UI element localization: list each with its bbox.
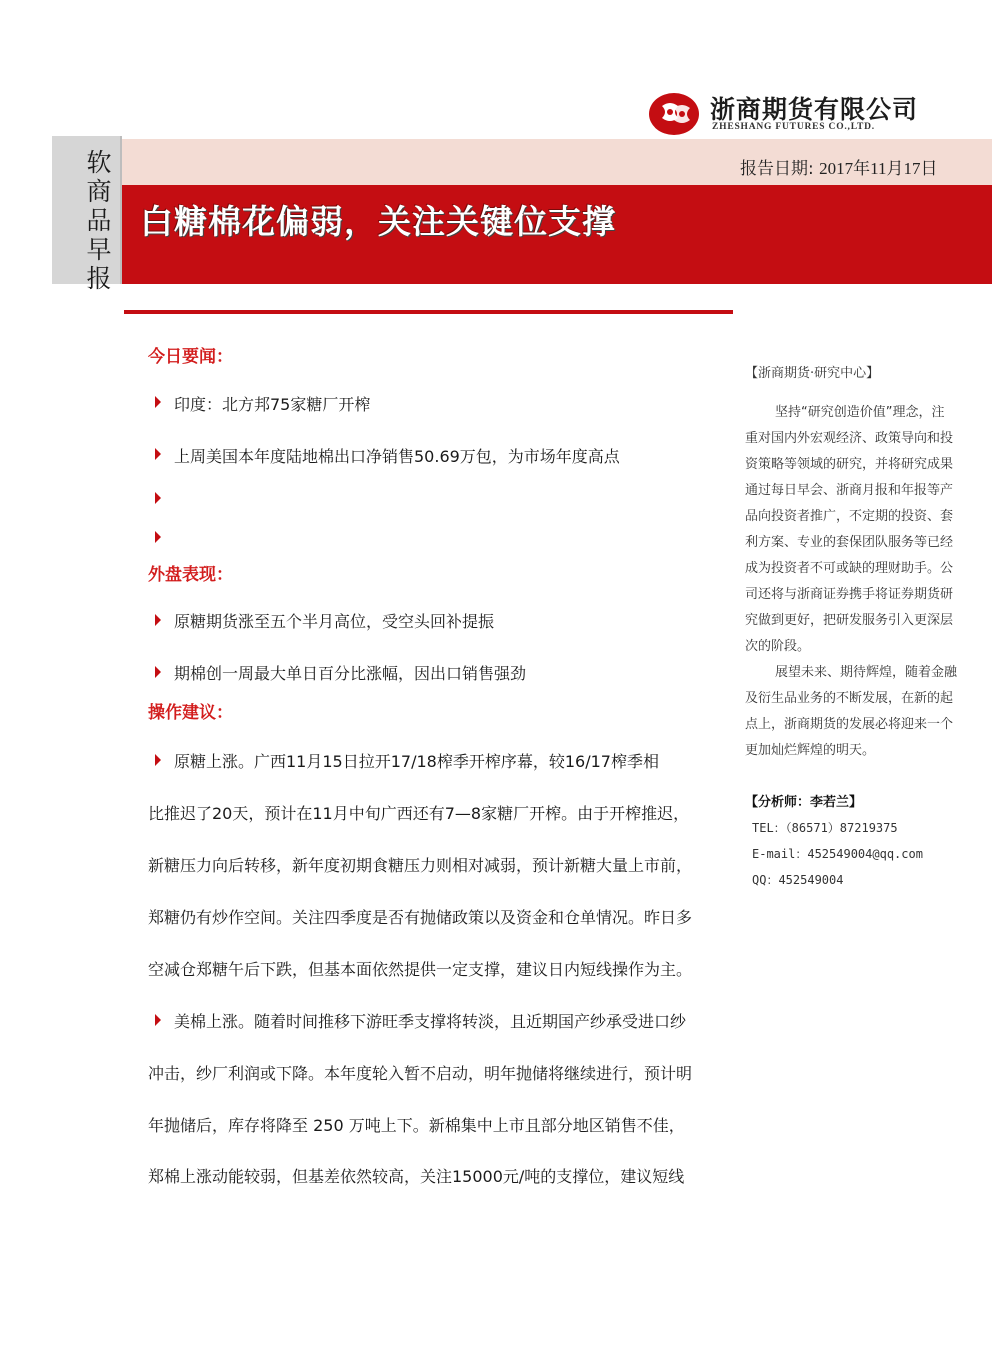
section-title-today-news: 今日要闻： bbox=[148, 347, 233, 367]
sidebar-intro-line: 重对国内外宏观经济、政策导向和投 bbox=[745, 431, 954, 446]
sidebar-analyst-title: 【分析师：李若兰】 bbox=[745, 795, 863, 810]
bullet-icon bbox=[155, 448, 161, 460]
news-item: 上周美国本年度陆地棉出口净销售50.69万包，为市场年度高点 bbox=[174, 447, 620, 466]
sidebar-intro-line: 次的阶段。 bbox=[745, 639, 811, 654]
report-date-label: 报告日期: bbox=[740, 159, 814, 179]
report-headline: 白糖棉花偏弱，关注关键位支撑 bbox=[140, 202, 616, 241]
sidebar-intro-line: 坚持“研究创造价值”理念，注 bbox=[775, 405, 945, 420]
news-item: 印度：北方邦75家糖厂开榨 bbox=[174, 395, 371, 414]
sidebar-intro-line: 成为投资者不可或缺的理财助手。公 bbox=[745, 561, 954, 576]
sidebar-intro-line: 展望未来、期待辉煌，随着金融 bbox=[775, 665, 958, 680]
sidebar-intro-line: 利方案、专业的套保团队服务等已经 bbox=[745, 535, 954, 550]
advice-cotton-line: 冲击，纱厂利润或下降。本年度轮入暂不启动，明年抛储将继续进行，预计明 bbox=[148, 1064, 693, 1083]
bullet-icon bbox=[155, 666, 161, 678]
report-category-label: 软商品早报 bbox=[86, 148, 112, 293]
bullet-icon bbox=[155, 396, 161, 408]
section-title-advice: 操作建议： bbox=[148, 703, 233, 723]
overseas-item: 期棉创一周最大单日百分比涨幅，因出口销售强劲 bbox=[174, 664, 527, 683]
advice-sugar-line: 比推迟了20天，预计在11月中旬广西还有7—8家糖厂开榨。由于开榨推迟， bbox=[148, 804, 690, 823]
advice-sugar-line: 新糖压力向后转移，新年度初期食糖压力则相对减弱，预计新糖大量上市前， bbox=[148, 856, 693, 875]
report-date-value: 2017年11月17日 bbox=[819, 159, 938, 178]
bullet-icon bbox=[155, 531, 161, 543]
sidebar-intro-line: 究做到更好，把研发服务引入更深层 bbox=[745, 613, 954, 628]
bullet-icon bbox=[155, 1014, 161, 1026]
sidebar-analyst-qq: QQ：452549004 bbox=[752, 873, 844, 887]
bullet-icon bbox=[155, 492, 161, 504]
sidebar-intro-line: 司还将与浙商证券携手将证券期货研 bbox=[745, 587, 954, 602]
sidebar-intro-line: 通过每日早会、浙商月报和年报等产 bbox=[745, 483, 954, 498]
bullet-icon bbox=[155, 754, 161, 766]
advice-sugar-line: 原糖上涨。广西11月15日拉开17/18榨季开榨序幕，较16/17榨季相 bbox=[174, 752, 659, 771]
advice-cotton-line: 郑棉上涨动能较弱，但基差依然较高，关注15000元/吨的支撑位，建议短线 bbox=[148, 1167, 685, 1186]
company-name-cn: 浙商期货有限公司 bbox=[710, 95, 919, 124]
company-name-en: ZHESHANG FUTURES CO.,LTD. bbox=[712, 122, 875, 132]
advice-sugar-line: 郑糖仍有炒作空间。关注四季度是否有抛储政策以及资金和仓单情况。昨日多 bbox=[148, 908, 693, 927]
advice-sugar-line: 空减仓郑糖午后下跌，但基本面依然提供一定支撑，建议日内短线操作为主。 bbox=[148, 960, 693, 979]
sidebar-org-title: 【浙商期货·研究中心】 bbox=[745, 366, 880, 381]
overseas-item: 原糖期货涨至五个半月高位，受空头回补提振 bbox=[174, 612, 495, 631]
section-title-overseas: 外盘表现： bbox=[148, 565, 233, 585]
bullet-icon bbox=[155, 614, 161, 626]
sidebar-intro-line: 资策略等领域的研究，并将研究成果 bbox=[745, 457, 954, 472]
advice-cotton-line: 年抛储后，库存将降至 250 万吨上下。新棉集中上市且部分地区销售不佳， bbox=[148, 1116, 685, 1135]
sidebar-intro-line: 及衍生品业务的不断发展，在新的起 bbox=[745, 691, 954, 706]
sidebar-analyst-tel: TEL：（86571）87219375 bbox=[752, 821, 898, 835]
sidebar-intro-line: 点上，浙商期货的发展必将迎来一个 bbox=[745, 717, 954, 732]
sidebar-intro-line: 更加灿烂辉煌的明天。 bbox=[745, 743, 876, 758]
sidebar-intro-line: 品向投资者推广，不定期的投资、套 bbox=[745, 509, 954, 524]
advice-cotton-line: 美棉上涨。随着时间推移下游旺季支撑将转淡，且近期国产纱承受进口纱 bbox=[174, 1012, 687, 1031]
sidebar-analyst-email: E-mail：452549004@qq.com bbox=[752, 847, 923, 861]
